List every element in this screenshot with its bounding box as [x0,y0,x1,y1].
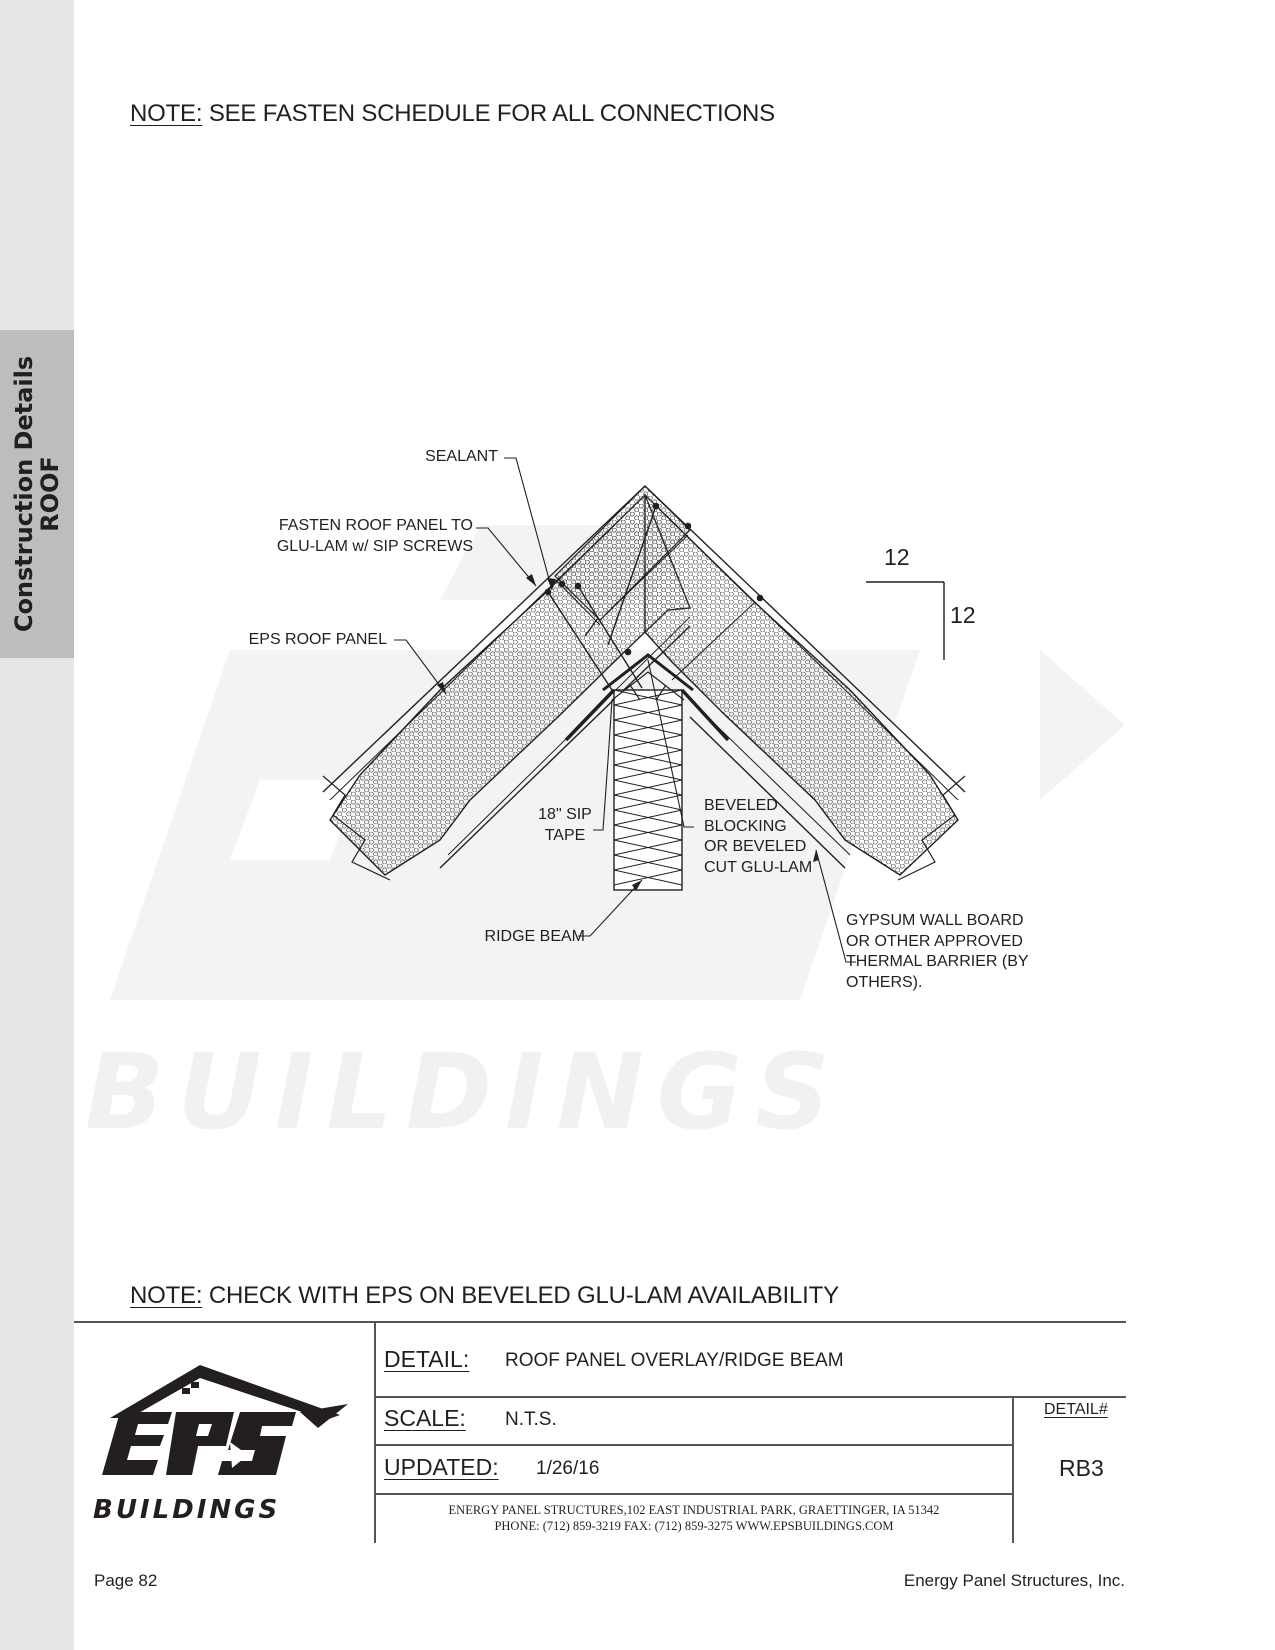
label-beveled-blocking: BEVELED BLOCKING OR BEVELED CUT GLU-LAM [704,797,813,876]
pitch-rise-label: 12 [950,602,976,628]
footer-company: Energy Panel Structures, Inc. [903,1571,1125,1590]
note-bottom-text: CHECK WITH EPS ON BEVELED GLU-LAM AVAILABILITY [208,1282,839,1309]
scale-value: N.T.S. [505,1409,557,1430]
updated-value: 1/26/16 [536,1458,600,1479]
note-top-text: SEE FASTEN SCHEDULE FOR ALL CONNECTIONS [208,100,775,127]
company-address [375,1502,1013,1534]
label-sealant: SEALANT [425,448,498,465]
pitch-indicator [866,582,944,660]
page-number: Page 82 [94,1571,158,1590]
address-line-1: ENERGY PANEL STRUCTURES,102 EAST INDUSTRIAL PARK, GRAETTINGER, IA 51342 [448,1503,940,1517]
title-block-row-line-3 [374,1493,1013,1495]
label-sip-tape: 18" SIP TAPE [538,806,592,844]
note-bottom-key: NOTE: [130,1282,203,1309]
title-block-row-line-2 [374,1444,1013,1446]
detail-number: RB3 [1059,1455,1104,1481]
label-gypsum: GYPSUM WALL BOARD OR OTHER APPROVED THERMAL BARRIER (BY OTHERS). [846,912,1029,991]
ridge-beam [614,690,682,890]
note-bottom [130,1282,839,1310]
label-ridge-beam: RIDGE BEAM [484,928,585,945]
note-top-key: NOTE: [130,100,203,127]
title-block-top-border [74,1321,1126,1323]
label-eps-roof-panel: EPS ROOF PANEL [248,631,387,648]
watermark-text: BUILDINGS [85,1031,844,1153]
eps-logo [90,1360,360,1500]
detail-key: DETAIL: [384,1346,470,1372]
label-fasten: FASTEN ROOF PANEL TO GLU-LAM w/ SIP SCREWS [276,517,473,555]
detail-value: ROOF PANEL OVERLAY/RIDGE BEAM [505,1350,844,1371]
section-title-line2: ROOF [36,456,64,532]
pitch-run-label: 12 [884,544,910,570]
section-title-line1: Construction Details [10,355,38,633]
address-line-2: PHONE: (712) 859-3219 FAX: (712) 859-3275 WWW.EPSBUILDINGS.COM [494,1519,894,1533]
updated-key: UPDATED: [384,1454,499,1480]
scale-key: SCALE: [384,1405,466,1431]
detail-number-label: DETAIL# [1044,1401,1108,1418]
logo-wordmark: BUILDINGS [93,1495,281,1525]
